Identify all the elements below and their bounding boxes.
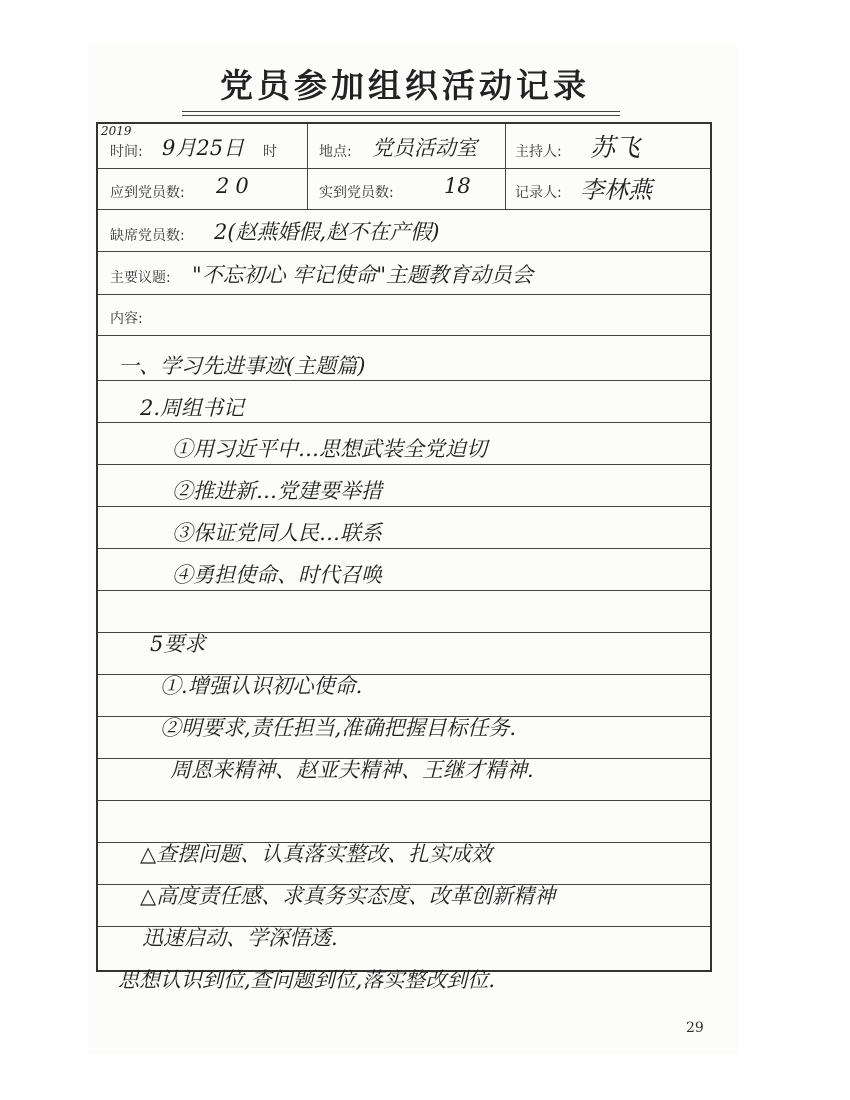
column-divider: [505, 124, 506, 209]
title-underline-second: [182, 115, 620, 116]
topic-label: 主要议题:: [110, 270, 171, 286]
content-line: ④勇担使命、时代召唤: [172, 563, 382, 587]
content-line: 5要求: [150, 632, 206, 656]
content-line: 2.周组书记: [140, 396, 245, 420]
content-line: 迅速启动、学深悟透.: [142, 926, 338, 950]
ruled-line: [98, 506, 710, 507]
absent-members-value: 2(赵燕婚假,赵不在产假): [214, 220, 440, 244]
content-line: ②推进新…党建要举措: [172, 479, 382, 503]
time-label: 时间:: [110, 144, 143, 160]
recorder-label: 记录人:: [515, 185, 562, 201]
actual-members-value: 18: [444, 174, 471, 198]
recorder-value: 李林燕: [580, 176, 652, 204]
ruled-line: [98, 800, 710, 801]
time-hour-label: 时: [263, 144, 277, 160]
title-underline: [182, 111, 620, 112]
expected-members-label: 应到党员数:: [110, 185, 185, 201]
content-line: 周恩来精神、赵亚夫精神、王继才精神.: [170, 758, 534, 782]
content-label: 内容:: [110, 311, 143, 327]
year-handwritten: 2019: [101, 124, 132, 138]
expected-members-value: 20: [216, 174, 255, 198]
row-divider: [98, 209, 710, 210]
topic-value: "不忘初心 牢记使命"主题教育动员会: [192, 263, 533, 287]
content-line: ①.增强认识初心使命.: [160, 674, 363, 698]
host-value: 苏飞: [590, 133, 641, 162]
content-line: △高度责任感、求真务实态度、改革创新精神: [140, 884, 556, 908]
content-line: △查摆问题、认真落实整改、扎实成效: [140, 842, 493, 866]
content-line: ①用习近平中…思想武装全党迫切: [172, 437, 487, 461]
ruled-line: [98, 380, 710, 381]
date-value: 9月25日: [162, 136, 245, 160]
content-line: 思想认识到位,查问题到位,落实整改到位.: [118, 968, 496, 992]
actual-members-label: 实到党员数:: [319, 185, 394, 201]
row-divider: [98, 251, 710, 252]
location-label: 地点:: [319, 144, 352, 160]
row-divider: [98, 294, 710, 295]
host-label: 主持人:: [515, 144, 562, 160]
content-line: ②明要求,责任担当,准确把握目标任务.: [160, 716, 517, 740]
column-divider: [307, 124, 308, 209]
absent-members-label: 缺席党员数:: [110, 228, 185, 244]
page-title: 党员参加组织活动记录: [220, 66, 590, 105]
location-value: 党员活动室: [372, 136, 477, 160]
row-divider: [98, 335, 710, 336]
ruled-line: [98, 464, 710, 465]
ruled-line: [98, 548, 710, 549]
page-number: 29: [686, 1020, 704, 1036]
content-line: ③保证党同人民…联系: [172, 521, 382, 545]
content-line: 一、学习先进事迹(主题篇): [118, 354, 366, 378]
row-divider: [98, 168, 710, 169]
ruled-line: [98, 422, 710, 423]
ruled-line: [98, 590, 710, 591]
